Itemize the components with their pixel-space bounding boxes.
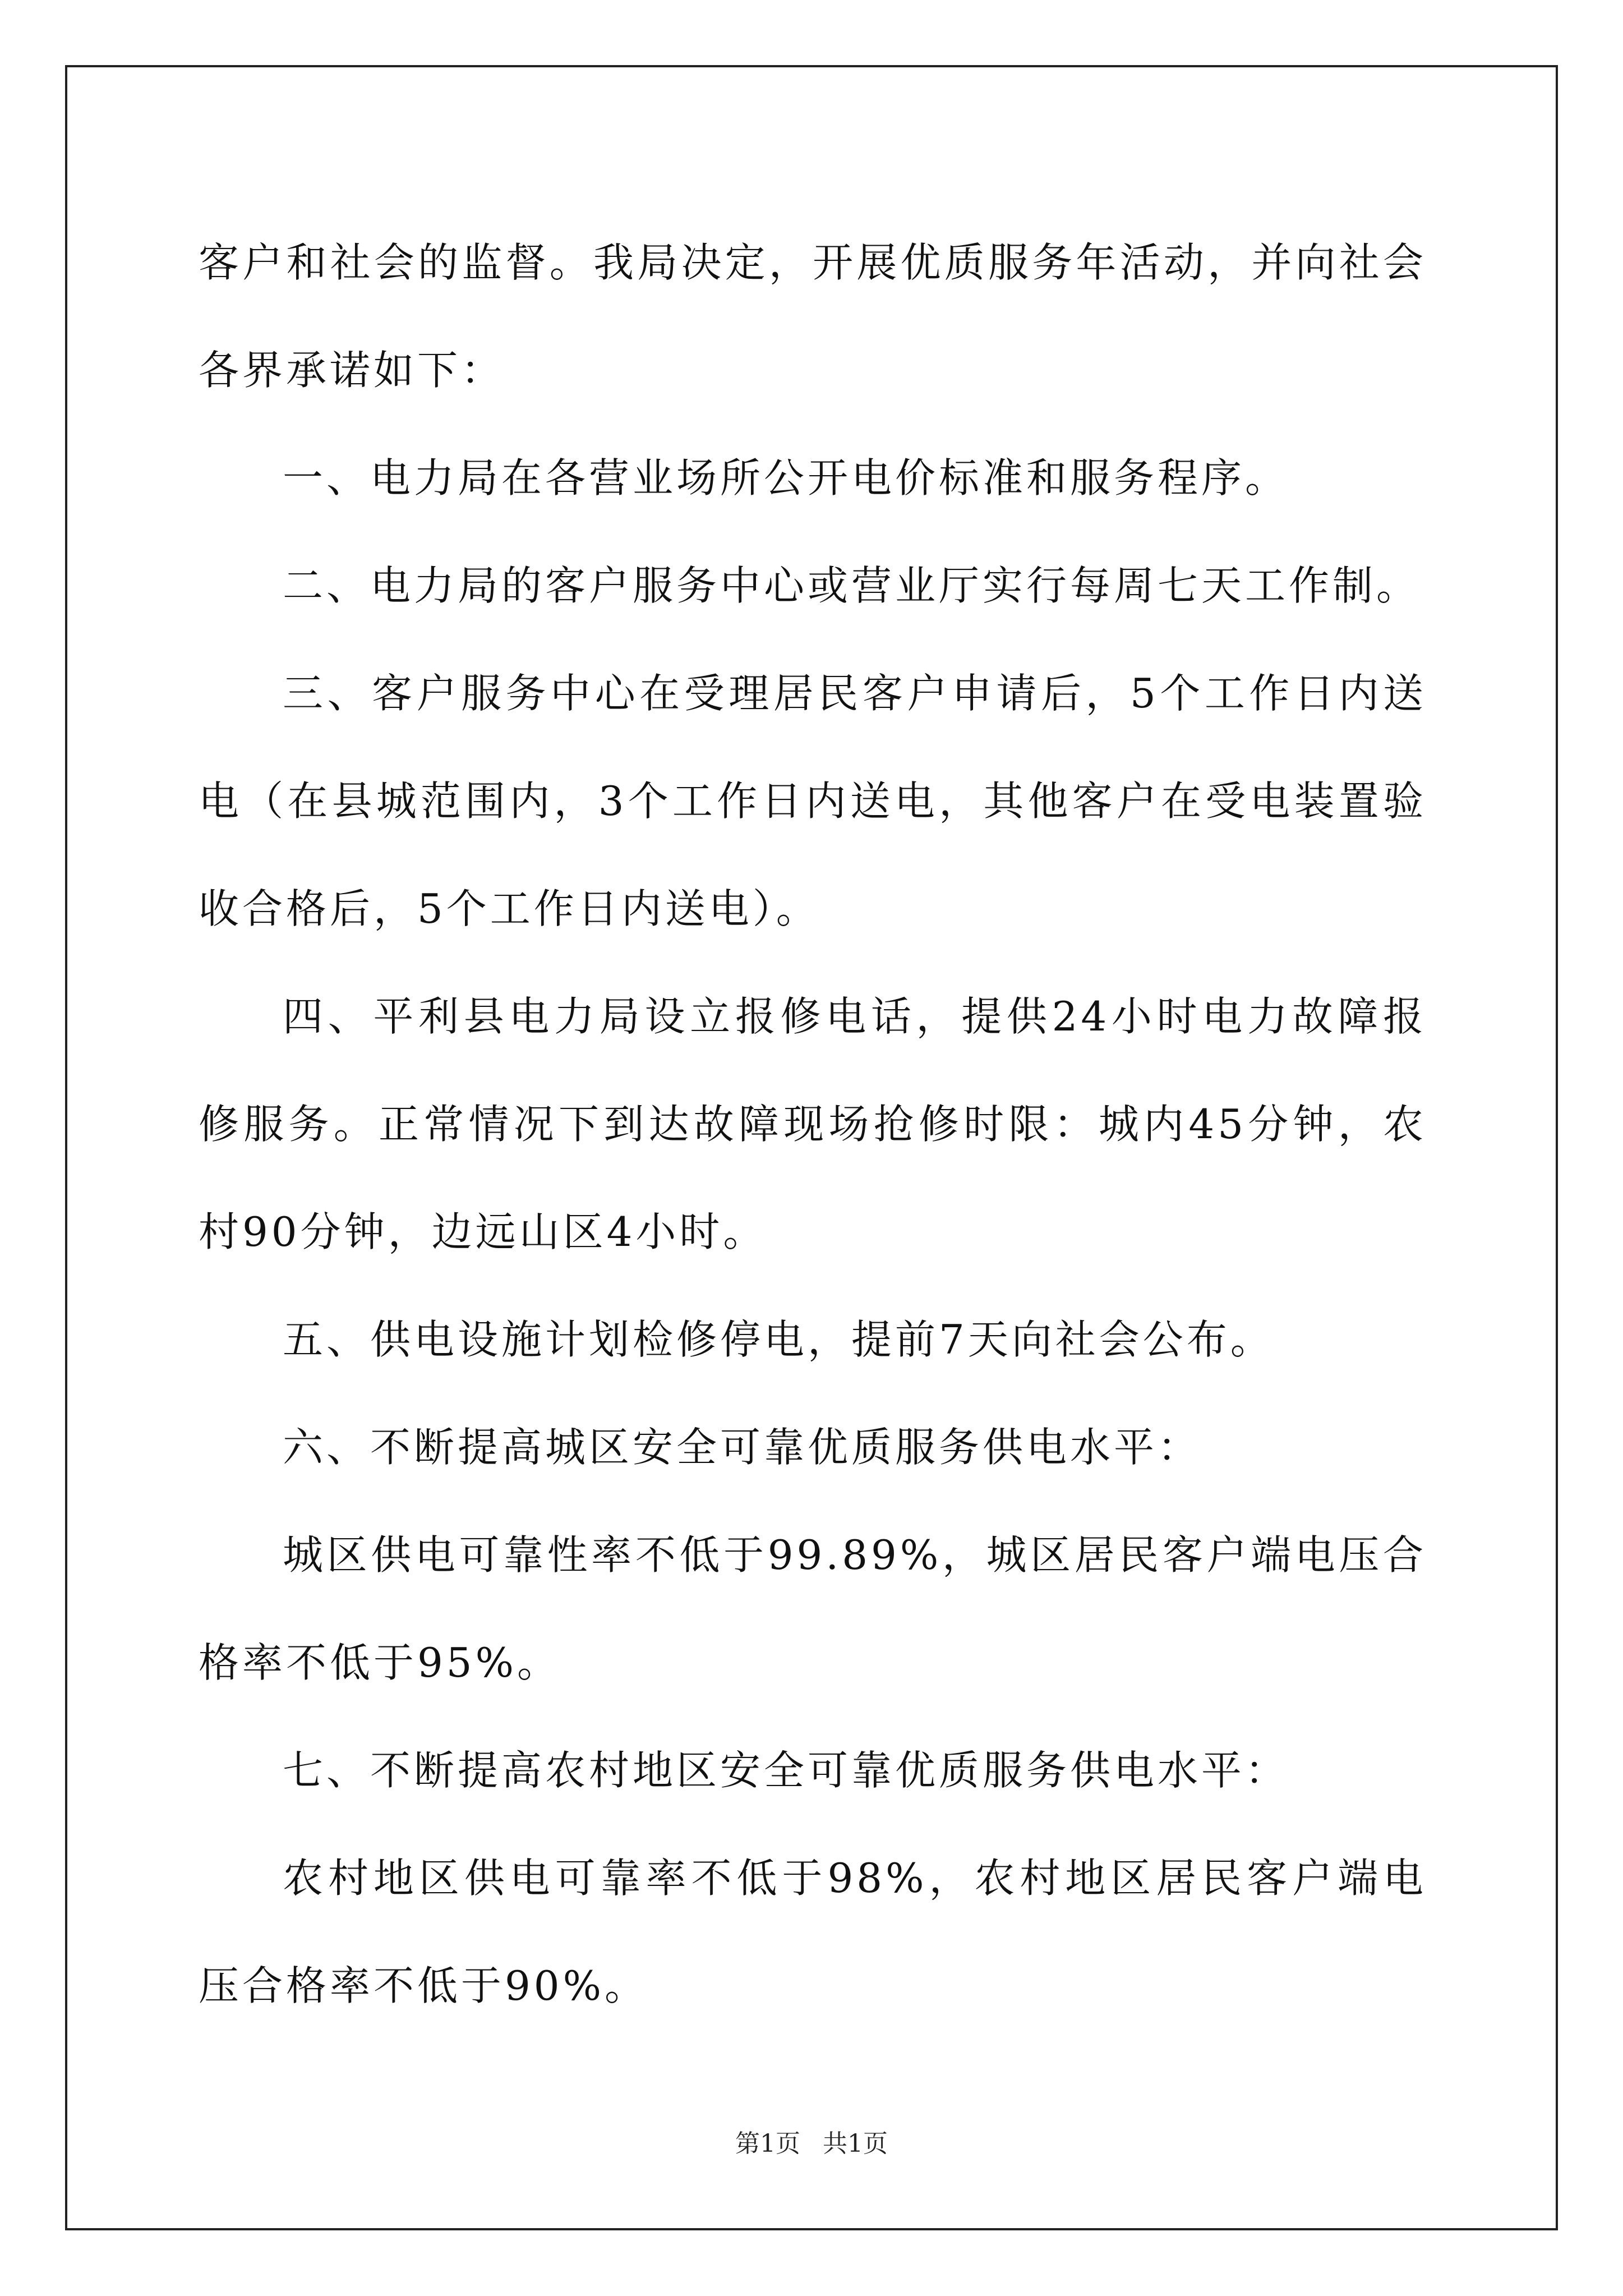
- page-total: 共1页: [823, 2129, 888, 2158]
- paragraph-item-7-detail: 农村地区供电可靠率不低于98%，农村地区居民客户端电压合格率不低于90%。: [199, 1855, 1427, 2009]
- paragraph-continuation: 客户和社会的监督。我局决定，开展优质服务年活动，并向社会各界承诺如下：: [199, 239, 1427, 394]
- page-footer: [0, 2127, 1623, 2161]
- paragraph-item-4: 四、平利县电力局设立报修电话，提供24小时电力故障报修服务。正常情况下到达故障现场抢修时限：城内45分钟，农村90分钟，边远山区4小时。: [199, 993, 1427, 1255]
- paragraph-item-2: 二、电力局的客户服务中心或营业厅实行每周七天工作制。: [283, 562, 1421, 609]
- paragraph-item-6: 六、不断提高城区安全可靠优质服务供电水平：: [283, 1424, 1202, 1471]
- paragraph-item-7: 七、不断提高农村地区安全可靠优质服务供电水平：: [283, 1747, 1289, 1794]
- paragraph-item-6-detail: 城区供电可靠性率不低于99.89%，城区居民客户端电压合格率不低于95%。: [199, 1531, 1427, 1686]
- paragraph-item-3: 三、客户服务中心在受理居民客户申请后，5个工作日内送电（在县城范围内，3个工作日内送电，其他客户在受电装置验收合格后，5个工作日内送电）。: [199, 670, 1427, 932]
- document-body: [199, 209, 1427, 2040]
- page-number: 第1页: [735, 2129, 800, 2158]
- paragraph-item-5: 五、供电设施计划检修停电，提前7天向社会公布。: [283, 1316, 1274, 1363]
- paragraph-item-1: 一、电力局在各营业场所公开电价标准和服务程序。: [283, 454, 1289, 501]
